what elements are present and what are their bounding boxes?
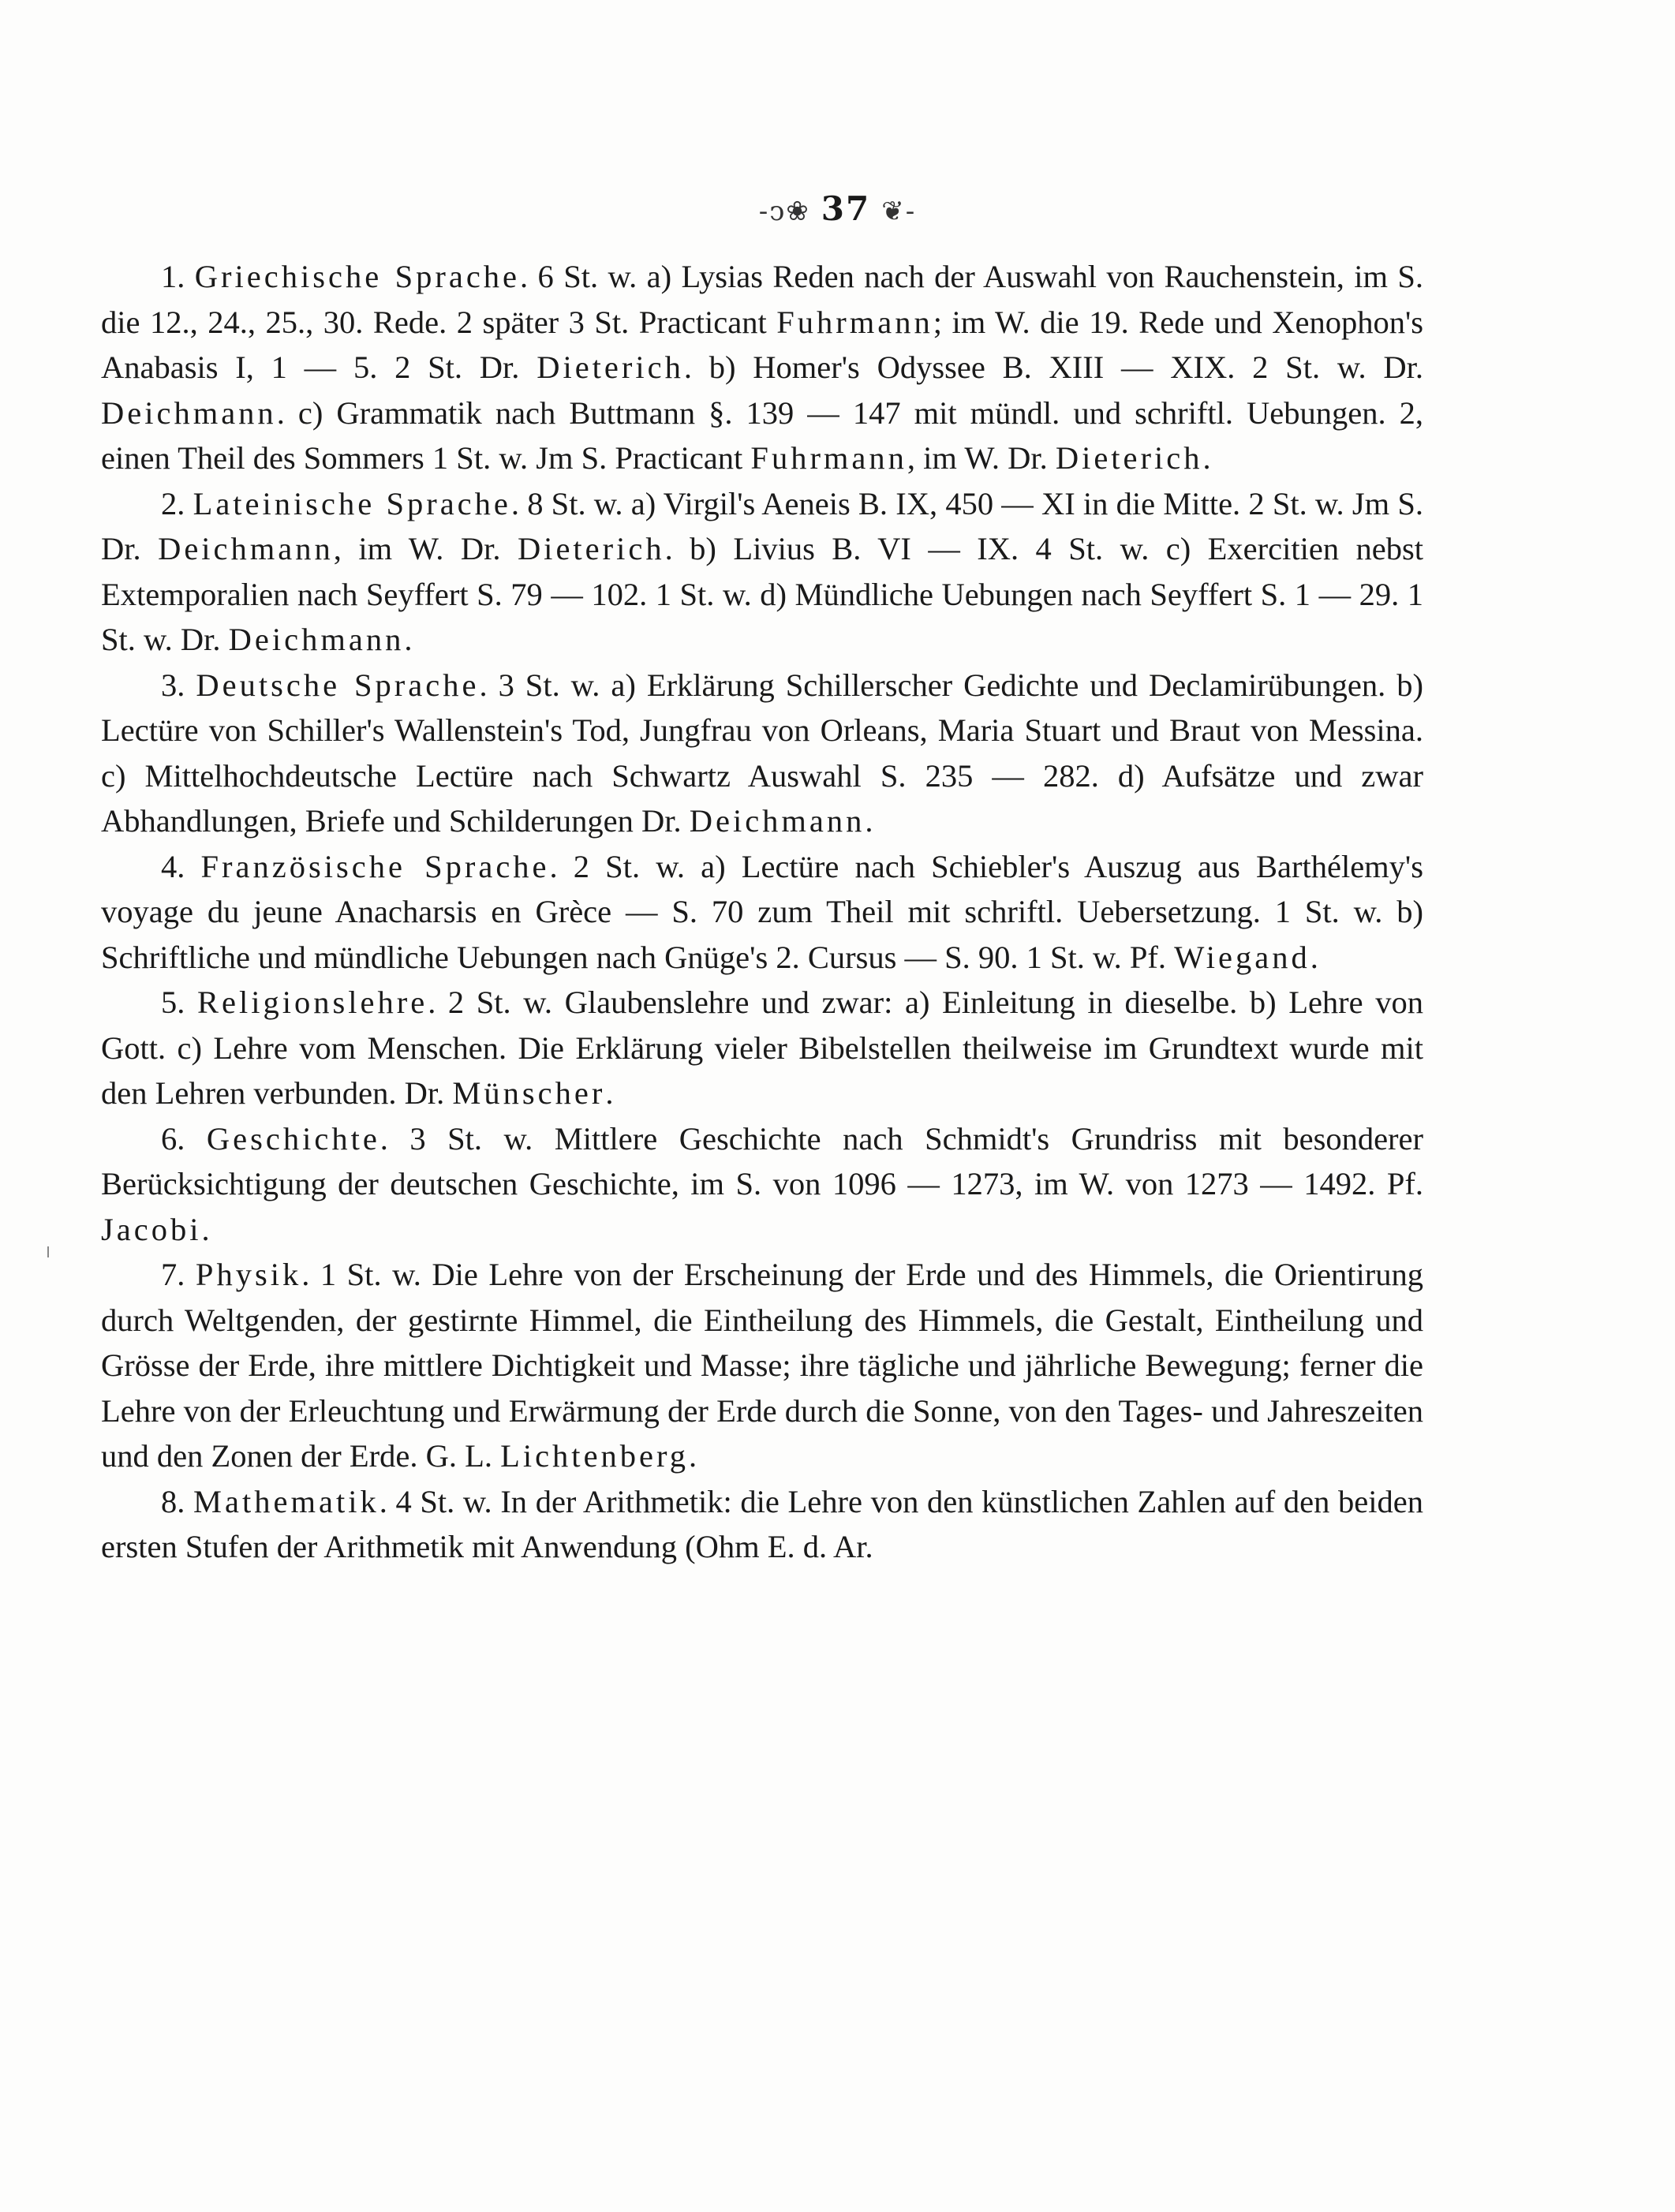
emphasized-term: Dieterich: [1055, 440, 1203, 476]
page-number: 37: [821, 189, 871, 228]
text-run: .: [605, 1075, 614, 1111]
emphasized-term: Münscher: [452, 1075, 606, 1111]
emphasized-term: Lateinische Sprache: [193, 485, 511, 521]
section-paragraph: [101, 663, 1423, 844]
emphasized-term: Fuhrmann: [750, 440, 907, 476]
section-paragraph: [101, 481, 1423, 663]
emphasized-term: Griechische Sprache: [194, 259, 521, 294]
text-run: 1.: [161, 259, 195, 294]
emphasized-term: Französische Sprache: [200, 848, 550, 884]
left-ornament: -ↄ❀: [758, 196, 810, 227]
text-run: . 8 St. w. a) Virgil's Aeneis B. IX, 450 — XI in die Mitte. 2 St. w. Jm S. Dr.: [101, 485, 1423, 566]
text-run: .: [1310, 939, 1318, 975]
text-run: . 2 St. w. Glaubenslehre und zwar: a) Einleitung in dieselbe. b) Lehre von Gott. c) Lehre vom Menschen. Die Erklärung vieler Bibelstellen theilweise im Grundtext wurde mit den Lehren verbunden. Dr.: [101, 985, 1423, 1111]
text-run: 6.: [161, 1120, 207, 1156]
text-run: 7.: [161, 1257, 196, 1292]
emphasized-term: Physik: [195, 1257, 302, 1292]
section-paragraph: [101, 1116, 1423, 1253]
text-run: 2.: [161, 485, 193, 521]
text-run: ; im W. die 19. Rede und Xenophon's Anabasis I, 1 — 5. 2 St. Dr.: [101, 304, 1423, 385]
emphasized-term: Deichmann: [101, 394, 277, 431]
emphasized-term: Dieterich: [517, 531, 665, 566]
text-run: .: [201, 1211, 210, 1247]
emphasized-term: Wiegand: [1174, 939, 1310, 975]
text-run: . 2 St. w. a) Lectüre nach Schiebler's Auszug aus Barthélemy's voyage du jeune Anacharsis en Grèce — S. 70 zum Theil mit schriftl. Uebersetzung. 1 St. w. b) Schriftliche und mündliche Uebungen nach Gnüge's 2. Cursus — S. 90. 1 St. w. Pf.: [101, 848, 1423, 975]
text-run: . b) Livius B. VI — IX. 4 St. w. c) Exercitien nebst Extemporalien nach Seyffert S. 79 — 102. 1 St. w. d) Mündliche Uebungen nach Seyffert S. 1 — 29. 1 St. w. Dr.: [101, 531, 1424, 657]
section-paragraph: [101, 980, 1423, 1116]
emphasized-term: Fuhrmann: [776, 304, 933, 340]
emphasized-term: Deichmann: [228, 622, 405, 657]
text-run: , im W. Dr.: [907, 440, 1056, 476]
text-run: . 6 St. w. a) Lysias Reden nach der Auswahl von Rauchenstein, im S. die 12., 24., 25., 30. Rede. 2 später 3 St. Practicant: [101, 259, 1424, 340]
emphasized-term: Religionslehre: [196, 985, 428, 1020]
emphasized-term: Deichmann: [689, 803, 866, 839]
text-run: . 1 St. w. Die Lehre von der Erscheinung der Erde und des Himmels, die Orientirung durch Weltgenden, der gestirnte Himmel, die Eintheilung des Himmels, die Gestalt, Eintheilung und Grösse der Erde, ihre mittlere Dichtigkeit und Masse; ihre tägliche und jährliche Bewegung; ferner die Lehre von der Erleuchtung und Erwärmung der Erde durch die Sonne, von den Tages- und Jahreszeiten und den Zonen der Erde. G. L.: [101, 1257, 1424, 1474]
emphasized-term: Deutsche Sprache: [196, 667, 480, 703]
text-run: . 3 St. w. Mittlere Geschichte nach Schmidt's Grundriss mit besonderer Berücksichtigung der deutschen Geschichte, im S. von 1096 — 1273, im W. von 1273 — 1492. Pf.: [101, 1120, 1424, 1201]
emphasized-term: Mathematik: [193, 1483, 379, 1519]
emphasized-term: Lichtenberg: [500, 1438, 690, 1474]
emphasized-term: Jacobi: [101, 1211, 202, 1247]
section-paragraph: [101, 1252, 1423, 1479]
text-run: 8.: [161, 1483, 194, 1519]
emphasized-term: Dieterich: [537, 349, 684, 385]
document-body: [101, 254, 1423, 1570]
text-run: 5.: [161, 985, 197, 1020]
text-run: 3.: [161, 667, 196, 703]
emphasized-term: Geschichte: [206, 1120, 380, 1156]
page-header: [0, 189, 1675, 228]
text-run: 4.: [161, 848, 201, 884]
text-run: .: [404, 622, 413, 657]
text-run: , im W. Dr.: [333, 531, 518, 566]
text-run: . 3 St. w. a) Erklärung Schillerscher Gedichte und Declamirübungen. b) Lectüre von Schiller's Wallenstein's Tod, Jungfrau von Orleans, Maria Stuart und Braut von Messina. c) Mittelhochdeutsche Lectüre nach Schwartz Auswahl S. 235 — 282. d) Aufsätze und zwar Abhandlungen, Briefe und Schilderungen Dr.: [101, 667, 1423, 839]
text-run: . b) Homer's Odyssee B. XIII — XIX. 2 St. w. Dr.: [683, 349, 1423, 385]
margin-mark: [47, 1246, 49, 1257]
emphasized-term: Deichmann: [158, 531, 334, 566]
section-paragraph: [101, 844, 1423, 981]
text-run: . 4 St. w. In der Arithmetik: die Lehre von den künstlichen Zahlen auf den beiden ersten Stufen der Arithmetik mit Anwendung (Ohm E. d. Ar.: [101, 1483, 1424, 1564]
text-run: .: [1202, 440, 1211, 476]
text-run: .: [865, 803, 873, 839]
section-paragraph: [101, 1479, 1423, 1570]
right-ornament: ❦-: [881, 196, 917, 227]
section-paragraph: [101, 254, 1423, 481]
text-run: . c) Grammatik nach Buttmann §. 139 — 147 mit mündl. und schriftl. Uebungen. 2, einen Theil des Sommers 1 St. w. Jm S. Practicant: [101, 394, 1423, 476]
text-run: .: [689, 1438, 697, 1474]
